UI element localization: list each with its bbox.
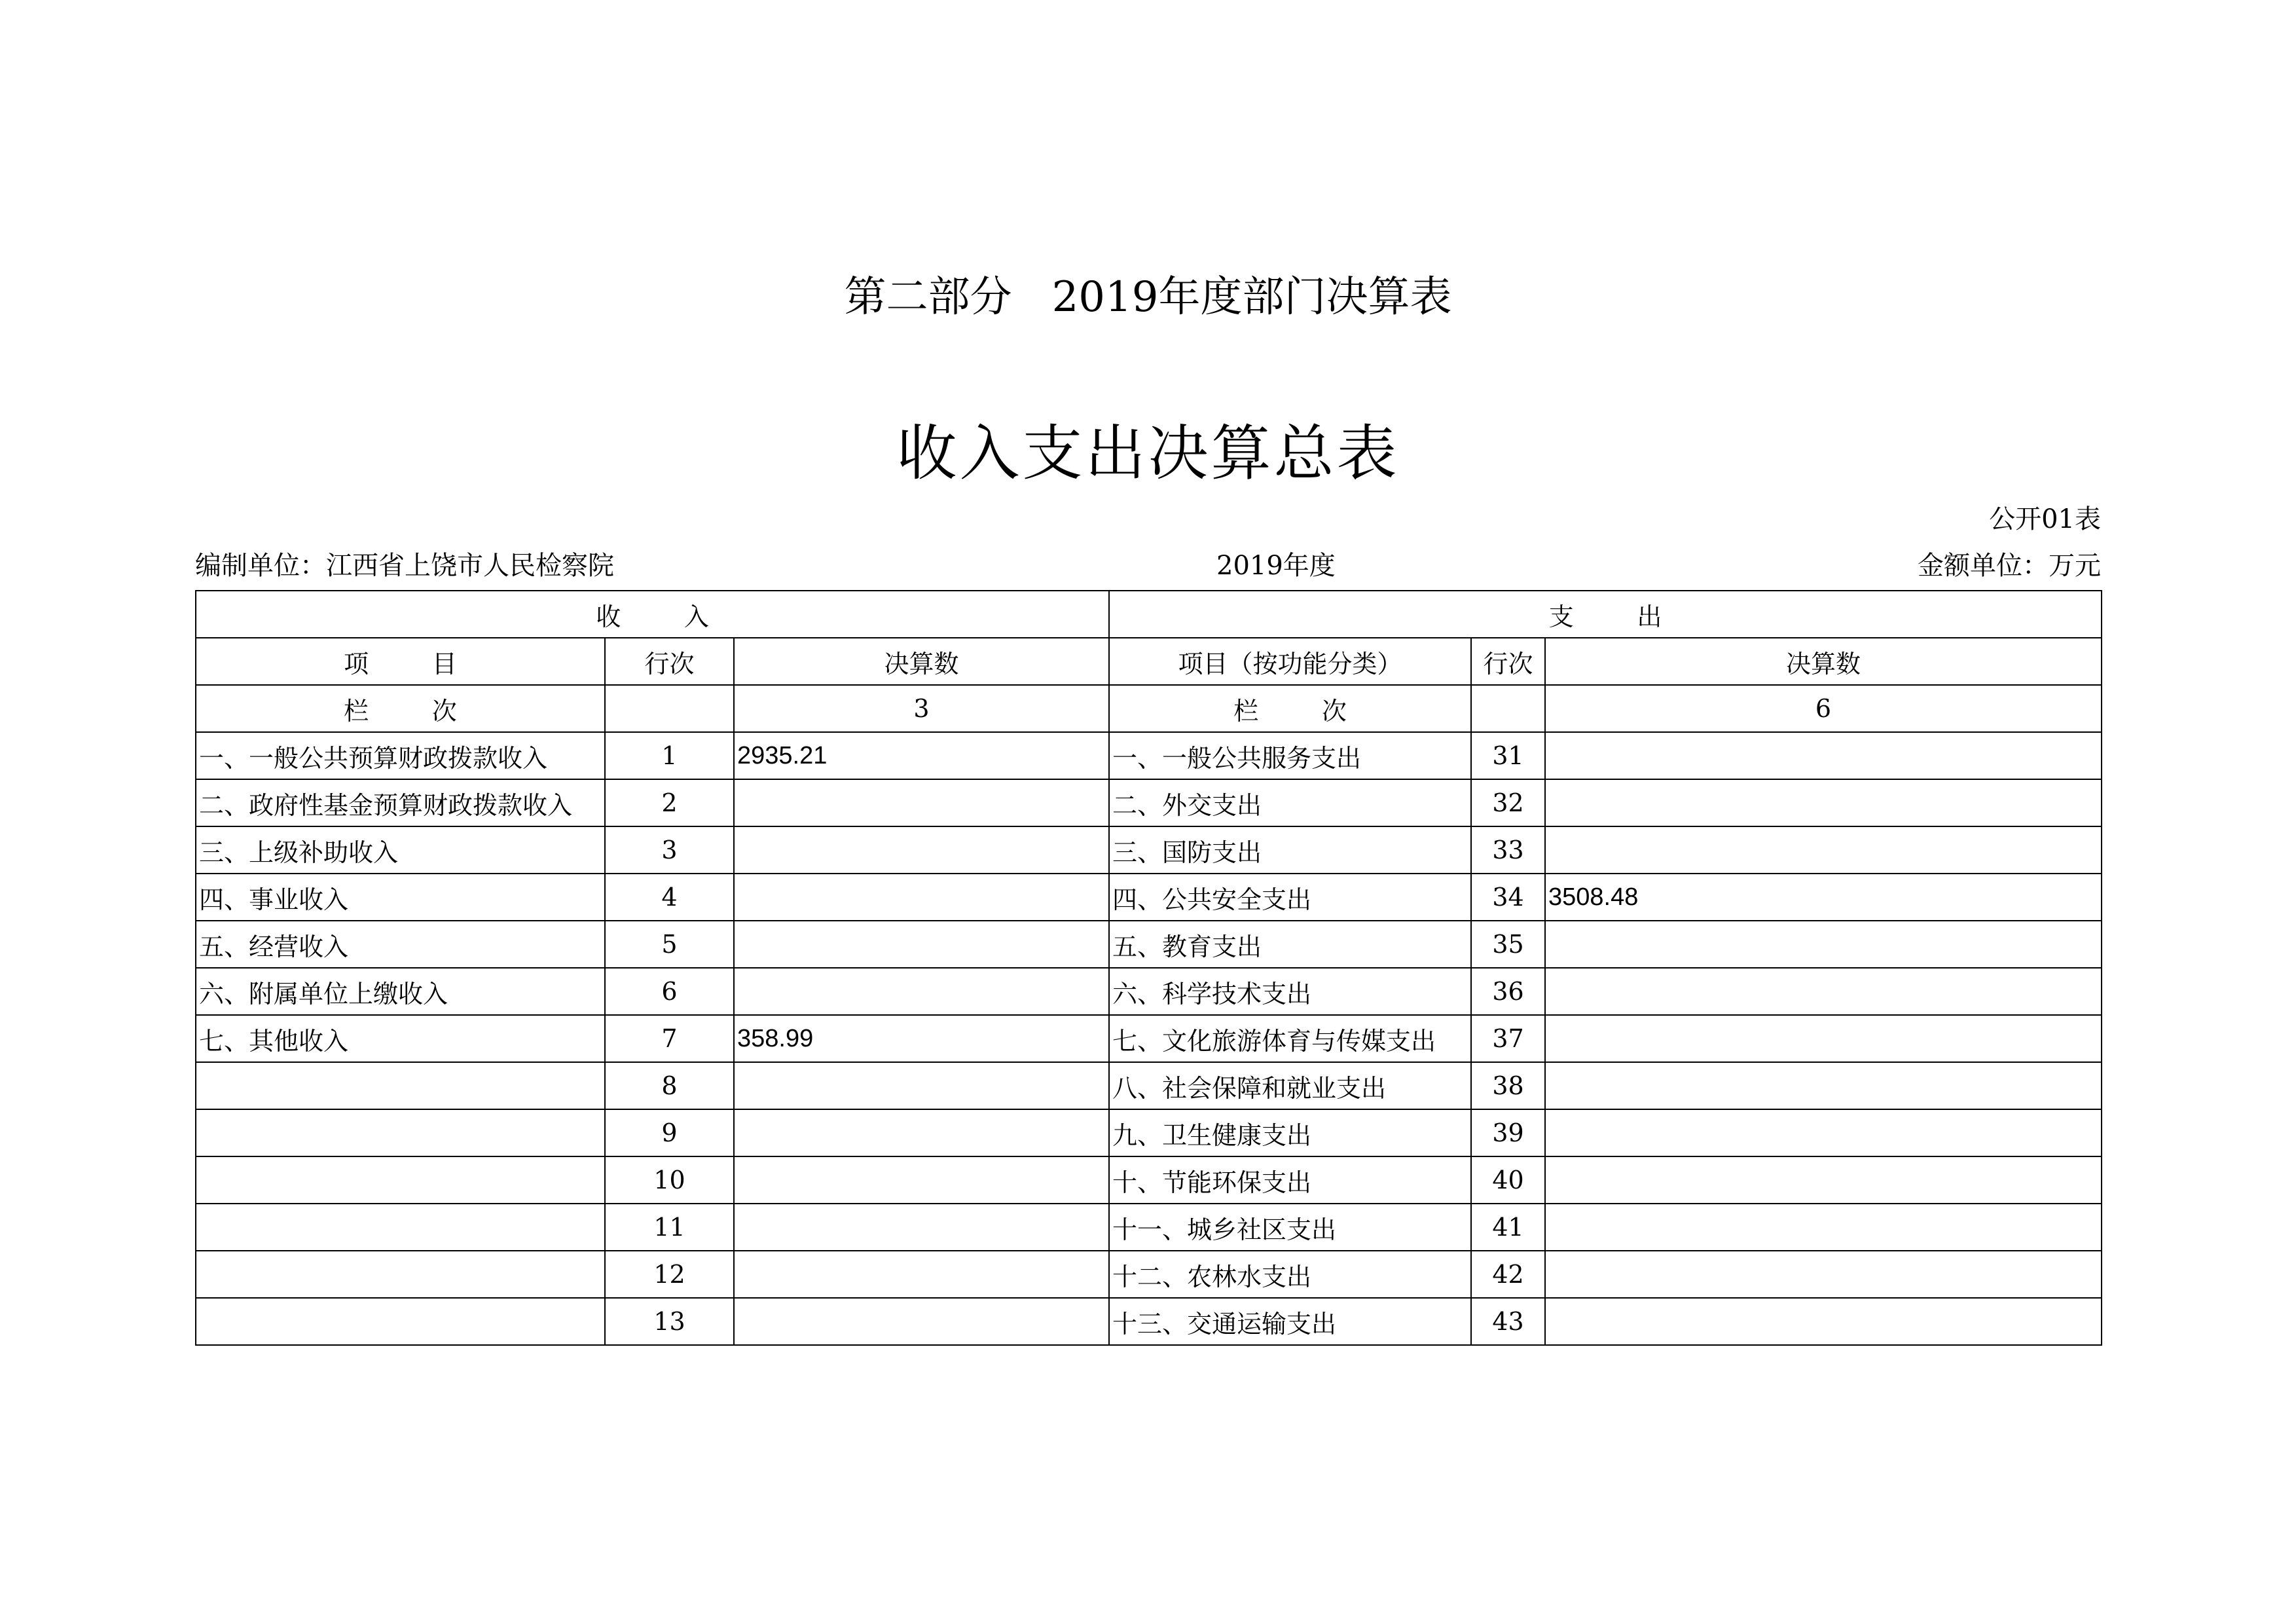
income-item-cell: 二、政府性基金预算财政拨款收入 bbox=[196, 779, 605, 826]
income-amount-cell bbox=[734, 1204, 1109, 1251]
expense-item-cell: 十一、城乡社区支出 bbox=[1109, 1204, 1471, 1251]
expense-amount-header: 决算数 bbox=[1545, 638, 2102, 685]
income-column-label: 栏 次 bbox=[196, 685, 605, 732]
income-line-cell: 11 bbox=[605, 1204, 734, 1251]
table-row bbox=[196, 1015, 2102, 1062]
income-amount-cell bbox=[734, 826, 1109, 874]
expense-item-cell: 五、教育支出 bbox=[1109, 921, 1471, 968]
expense-amount-cell bbox=[1545, 1251, 2102, 1298]
expense-amount-cell bbox=[1545, 1062, 2102, 1109]
income-line-cell: 4 bbox=[605, 874, 734, 921]
income-amount-cell bbox=[734, 1298, 1109, 1345]
income-line-column-number bbox=[605, 685, 734, 732]
income-item-cell bbox=[196, 1298, 605, 1345]
income-item-cell bbox=[196, 1156, 605, 1204]
income-amount-cell: 358.99 bbox=[734, 1015, 1109, 1062]
expense-amount-cell bbox=[1545, 732, 2102, 779]
income-item-cell bbox=[196, 1109, 605, 1156]
income-item-cell: 四、事业收入 bbox=[196, 874, 605, 921]
table-row bbox=[196, 1298, 2102, 1345]
table-row bbox=[196, 1109, 2102, 1156]
expense-line-cell: 32 bbox=[1471, 779, 1545, 826]
table-row bbox=[196, 1156, 2102, 1204]
table-row bbox=[196, 1062, 2102, 1109]
compiling-unit: 编制单位：江西省上饶市人民检察院 bbox=[195, 551, 614, 581]
expense-item-header: 项目（按功能分类） bbox=[1109, 638, 1471, 685]
column-header-row bbox=[196, 638, 2102, 685]
income-item-cell: 一、一般公共预算财政拨款收入 bbox=[196, 732, 605, 779]
income-amount-cell bbox=[734, 1251, 1109, 1298]
expense-item-cell: 七、文化旅游体育与传媒支出 bbox=[1109, 1015, 1471, 1062]
expense-item-cell: 四、公共安全支出 bbox=[1109, 874, 1471, 921]
expense-amount-cell bbox=[1545, 1156, 2102, 1204]
income-item-cell bbox=[196, 1251, 605, 1298]
expense-item-cell: 十二、农林水支出 bbox=[1109, 1251, 1471, 1298]
table-row bbox=[196, 921, 2102, 968]
expense-item-cell: 六、科学技术支出 bbox=[1109, 968, 1471, 1015]
income-line-cell: 1 bbox=[605, 732, 734, 779]
expense-line-cell: 40 bbox=[1471, 1156, 1545, 1204]
expense-item-cell: 一、一般公共服务支出 bbox=[1109, 732, 1471, 779]
expense-line-cell: 38 bbox=[1471, 1062, 1545, 1109]
expense-item-cell: 八、社会保障和就业支出 bbox=[1109, 1062, 1471, 1109]
table-row bbox=[196, 874, 2102, 921]
income-amount-cell bbox=[734, 968, 1109, 1015]
expense-line-cell: 41 bbox=[1471, 1204, 1545, 1251]
expense-amount-cell: 3508.48 bbox=[1545, 874, 2102, 921]
income-amount-cell bbox=[734, 921, 1109, 968]
income-amount-cell bbox=[734, 874, 1109, 921]
expense-amount-column-number: 6 bbox=[1545, 685, 2102, 732]
expense-item-cell: 三、国防支出 bbox=[1109, 826, 1471, 874]
income-item-cell: 七、其他收入 bbox=[196, 1015, 605, 1062]
income-line-cell: 2 bbox=[605, 779, 734, 826]
part-title: 第二部分 2019年度部门决算表 bbox=[844, 273, 1452, 322]
expense-line-cell: 35 bbox=[1471, 921, 1545, 968]
income-amount-cell: 2935.21 bbox=[734, 732, 1109, 779]
table-row bbox=[196, 968, 2102, 1015]
expense-line-cell: 43 bbox=[1471, 1298, 1545, 1345]
income-line-cell: 9 bbox=[605, 1109, 734, 1156]
income-amount-cell bbox=[734, 779, 1109, 826]
income-item-header: 项 目 bbox=[196, 638, 605, 685]
expense-section-header: 支 出 bbox=[1109, 591, 2102, 638]
expense-amount-cell bbox=[1545, 779, 2102, 826]
income-line-cell: 12 bbox=[605, 1251, 734, 1298]
expense-item-cell: 十三、交通运输支出 bbox=[1109, 1298, 1471, 1345]
expense-amount-cell bbox=[1545, 1109, 2102, 1156]
income-item-cell: 六、附属单位上缴收入 bbox=[196, 968, 605, 1015]
expense-line-cell: 34 bbox=[1471, 874, 1545, 921]
expense-amount-cell bbox=[1545, 921, 2102, 968]
expense-line-cell: 42 bbox=[1471, 1251, 1545, 1298]
income-line-cell: 5 bbox=[605, 921, 734, 968]
income-section-header: 收 入 bbox=[196, 591, 1109, 638]
income-item-cell: 三、上级补助收入 bbox=[196, 826, 605, 874]
expense-item-cell: 十、节能环保支出 bbox=[1109, 1156, 1471, 1204]
report-meta-row bbox=[195, 549, 2101, 583]
expense-line-column-number bbox=[1471, 685, 1545, 732]
money-unit: 金额单位：万元 bbox=[1918, 551, 2101, 581]
table-row bbox=[196, 732, 2102, 779]
expense-amount-cell bbox=[1545, 968, 2102, 1015]
income-amount-header: 决算数 bbox=[734, 638, 1109, 685]
expense-line-cell: 31 bbox=[1471, 732, 1545, 779]
expense-amount-cell bbox=[1545, 826, 2102, 874]
expense-column-label: 栏 次 bbox=[1109, 685, 1471, 732]
income-line-cell: 7 bbox=[605, 1015, 734, 1062]
income-line-cell: 8 bbox=[605, 1062, 734, 1109]
income-item-cell: 五、经营收入 bbox=[196, 921, 605, 968]
income-line-cell: 10 bbox=[605, 1156, 734, 1204]
page-title: 收入支出决算总表 bbox=[896, 418, 1400, 489]
expense-item-cell: 二、外交支出 bbox=[1109, 779, 1471, 826]
income-line-cell: 6 bbox=[605, 968, 734, 1015]
income-amount-cell bbox=[734, 1109, 1109, 1156]
expense-line-cell: 37 bbox=[1471, 1015, 1545, 1062]
expense-line-cell: 36 bbox=[1471, 968, 1545, 1015]
column-number-row bbox=[196, 685, 2102, 732]
section-header-row bbox=[196, 591, 2102, 638]
income-expense-table bbox=[195, 590, 2102, 1346]
report-year: 2019年度 bbox=[1216, 551, 1336, 581]
income-line-header: 行次 bbox=[605, 638, 734, 685]
table-row bbox=[196, 1251, 2102, 1298]
expense-line-header: 行次 bbox=[1471, 638, 1545, 685]
table-row bbox=[196, 1204, 2102, 1251]
expense-amount-cell bbox=[1545, 1015, 2102, 1062]
expense-item-cell: 九、卫生健康支出 bbox=[1109, 1109, 1471, 1156]
table-row bbox=[196, 779, 2102, 826]
income-line-cell: 3 bbox=[605, 826, 734, 874]
income-line-cell: 13 bbox=[605, 1298, 734, 1345]
expense-amount-cell bbox=[1545, 1298, 2102, 1345]
expense-amount-cell bbox=[1545, 1204, 2102, 1251]
table-body bbox=[196, 591, 2102, 1345]
income-amount-column-number: 3 bbox=[734, 685, 1109, 732]
form-number: 公开01表 bbox=[1989, 504, 2101, 534]
table-row bbox=[196, 826, 2102, 874]
income-amount-cell bbox=[734, 1062, 1109, 1109]
income-amount-cell bbox=[734, 1156, 1109, 1204]
income-item-cell bbox=[196, 1062, 605, 1109]
income-item-cell bbox=[196, 1204, 605, 1251]
expense-line-cell: 33 bbox=[1471, 826, 1545, 874]
expense-line-cell: 39 bbox=[1471, 1109, 1545, 1156]
